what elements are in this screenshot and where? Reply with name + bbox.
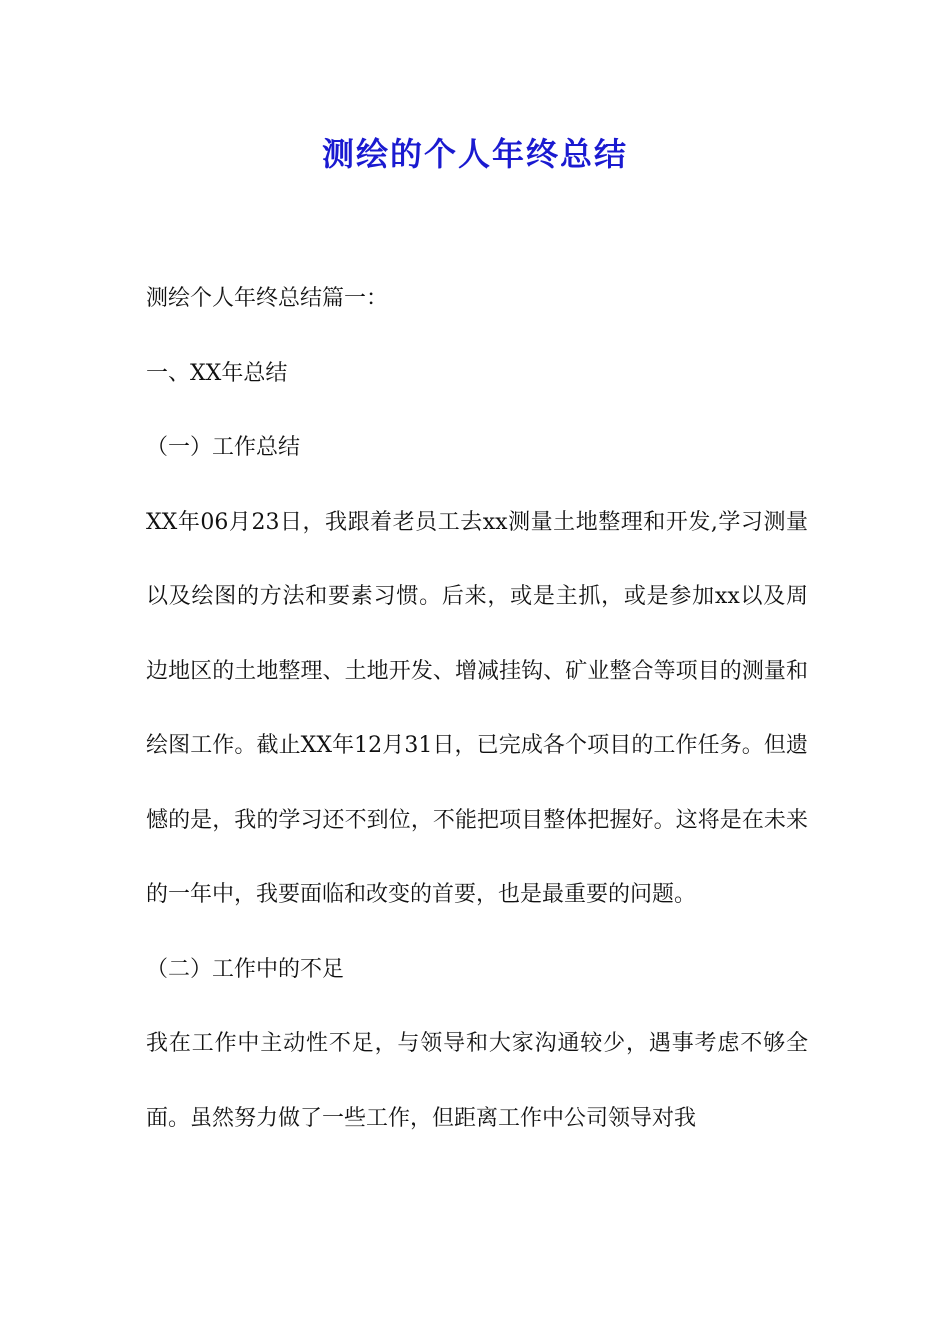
section-heading: 测绘个人年终总结篇一： <box>146 286 389 311</box>
document-title: 测绘的个人年终总结 <box>321 135 628 173</box>
document-body <box>146 262 808 1156</box>
subsection-heading: （二）工作中的不足 <box>146 956 345 982</box>
subsection-heading: （一）工作总结 <box>146 435 301 460</box>
section-heading: 一、XX年总结 <box>146 360 288 386</box>
body-paragraph: XX年06月23日，我跟着老员工去xx测量土地整理和开发,学习测量以及绘图的方法和要素习惯。后来，或是主抓，或是参加xx以及周边地区的土地整理、土地开发、增减挂钩、矿业整合等项目的测量和绘图工作。截止XX年12月31日，已完成各个项目的工作任务。但遗憾的是，我的学习还不到位，不能把项目整体把握好。这将是在未来的一年中，我要面临和改变的首要，也是最重要的问题。 <box>146 509 808 907</box>
body-paragraph: 我在工作中主动性不足，与领导和大家沟通较少，遇事考虑不够全面。虽然努力做了一些工作，但距离工作中公司领导对我 <box>146 1031 808 1131</box>
